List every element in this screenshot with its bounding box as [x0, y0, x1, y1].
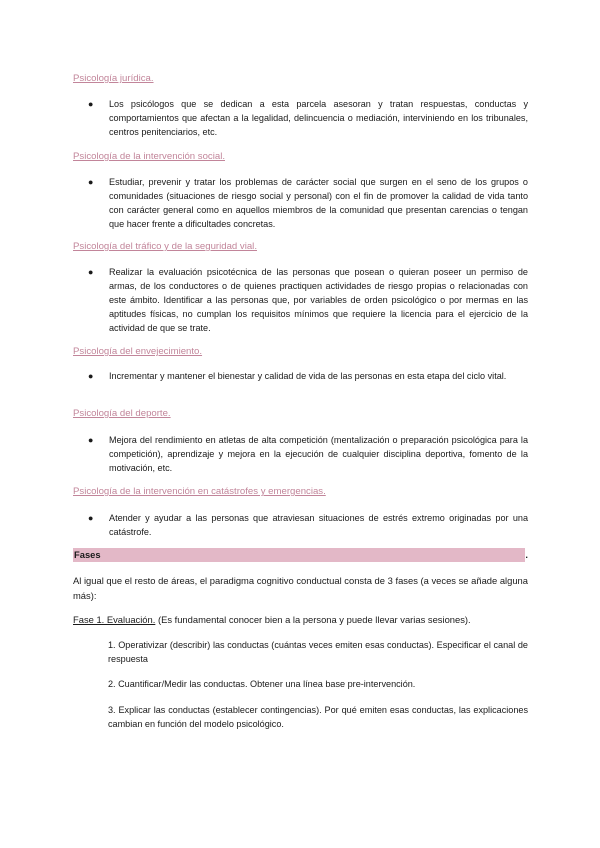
bullet-text: Realizar la evaluación psicotécnica de las personas que posean o quieran poseer un permiso de armas, de los conductores o de quienes practiquen actividades de riesgo propias o relacionadas con este ámbito. Identificar a las personas que, por variables de orden psicológico o por mermas en las aptitudes físicas, no cumplan los requisitos mínimos que requiere la licencia para el ejercicio de la actividad de que se trate.	[109, 267, 528, 333]
bullet-item-intervencion-social	[88, 175, 528, 231]
bullet-icon: ●	[88, 177, 94, 187]
fase-step-1: 1. Operativizar (describir) las conductas (cuántas veces emiten esas conductas). Especificar el canal de respuesta	[108, 640, 528, 664]
section-heading-intervencion-social: Psicología de la intervención social.	[73, 151, 225, 162]
section-heading-deporte: Psicología del deporte.	[73, 408, 171, 419]
fases-title: Fases	[74, 549, 101, 560]
bullet-icon: ●	[88, 513, 94, 523]
bullet-item-envejecimiento	[88, 369, 528, 383]
bullet-text: Incrementar y mantener el bienestar y calidad de vida de las personas en esta etapa del ciclo vital.	[109, 371, 507, 381]
fase-step-2: 2. Cuantificar/Medir las conductas. Obtener una línea base pre-intervención.	[108, 679, 416, 689]
fases-intro: Al igual que el resto de áreas, el paradigma cognitivo conductual consta de 3 fases (a veces se añade alguna más):	[73, 575, 528, 601]
section-heading-juridica: Psicología jurídica.	[73, 73, 154, 84]
fases-heading-bar	[73, 548, 528, 562]
section-heading-envejecimiento: Psicología del envejecimiento.	[73, 346, 203, 357]
bullet-item-trafico	[88, 265, 528, 335]
bullet-text: Mejora del rendimiento en atletas de alta competición (mentalización o preparación psicológica para la competición), aprendizaje y mejora en la ejecución de cualquier disciplina deportiva, fomento de la motivación, etc.	[109, 435, 528, 473]
fase-1-note: (Es fundamental conocer bien a la persona y puede llevar varias sesiones).	[155, 614, 471, 625]
bullet-text: Estudiar, prevenir y tratar los problemas de carácter social que surgen en el seno de los grupos o comunidades (situaciones de riesgo social y personal) con el fin de promover la calidad de vida tanto con carácter general como en aquellos miembros de la comunidad que presentan carencias o tengan que hacer frente a dificultades concretas.	[109, 177, 528, 229]
section-heading-catastrofes: Psicología de la intervención en catástrofes y emergencias.	[73, 486, 326, 497]
bullet-text: Atender y ayudar a las personas que atraviesan situaciones de estrés extremo originadas por una catástrofe.	[109, 513, 528, 537]
bullet-item-deporte	[88, 433, 528, 475]
fase-step-3: 3. Explicar las conductas (establecer contingencias). Por qué emiten esas conductas, las explicaciones cambian en función del modelo psicológico.	[108, 705, 528, 729]
fases-trailing-mark: .	[525, 549, 528, 560]
fase-1-line	[73, 612, 528, 627]
bullet-item-catastrofes	[88, 511, 528, 539]
section-heading-trafico: Psicología del tráfico y de la seguridad vial.	[73, 241, 257, 252]
fase-1-title: Fase 1. Evaluación.	[73, 614, 156, 625]
bullet-icon: ●	[88, 99, 94, 109]
bullet-icon: ●	[88, 435, 94, 445]
bullet-icon: ●	[88, 267, 94, 277]
bullet-text: Los psicólogos que se dedican a esta parcela asesoran y tratan respuestas, conductas y comportamientos que afectan a la legalidad, delincuencia o mediación, interviniendo en los tribunales, centros penitenciarios, etc.	[109, 99, 528, 137]
bullet-icon: ●	[88, 371, 94, 381]
bullet-item-juridica	[88, 97, 528, 139]
